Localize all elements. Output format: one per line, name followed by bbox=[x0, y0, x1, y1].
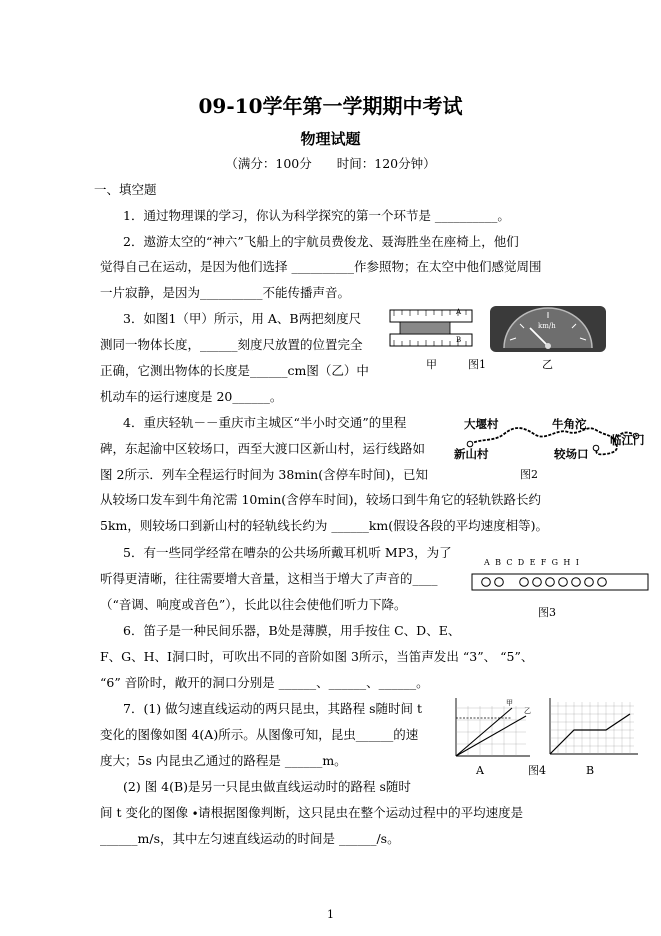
station-jiaochangkou: 较场口 bbox=[554, 447, 589, 461]
graph-a-series-yi: 乙 bbox=[524, 707, 531, 715]
fig4-caption: 图4 bbox=[528, 764, 546, 777]
q5-line-3: （“音调、响度或音色”），长此以往会使他们听力下降。 bbox=[100, 597, 407, 612]
speedometer-unit: km/h bbox=[538, 322, 556, 330]
figure-4 bbox=[446, 696, 652, 778]
q1-line: 1．通过物理课的学习，你认为科学探究的第一个环节是 __________。 bbox=[123, 208, 510, 223]
q4-line-5: 5km，则较场口到新山村的轻轨线长约为 ______km(假设各段的平均速度相等)。 bbox=[100, 518, 549, 533]
q4-line-3: 图 2所示．列车全程运行时间为 38min(含停车时间)，已知 bbox=[100, 467, 428, 482]
q4-line-1: 4．重庆轻轨－－重庆市主城区“半小时交通”的里程 bbox=[123, 415, 407, 430]
flute-diagram bbox=[470, 572, 650, 594]
exam-title: 09-10学年第一学期期中考试 bbox=[198, 94, 463, 118]
fig2-caption: 图2 bbox=[520, 468, 538, 481]
fig1-jia-label: 甲 bbox=[426, 358, 437, 371]
q2-line-2: 觉得自己在运动，是因为他们选择 __________作参照物；在太空中他们感觉周围 bbox=[100, 259, 542, 274]
q6-line-3: “6” 音阶时，敞开的洞口分别是 ______、______、______。 bbox=[100, 675, 429, 690]
figure-2 bbox=[454, 412, 656, 484]
q7-line-6: ______m/s，其中左匀速直线运动的时间是 ______/s。 bbox=[100, 831, 400, 846]
q7-line-5: 间 t 变化的图像 ∙请根据图像判断，这只昆虫在整个运动过程中的平均速度是 bbox=[100, 805, 524, 820]
graph-a bbox=[446, 696, 532, 762]
fig3-caption: 图3 bbox=[538, 606, 556, 619]
ruler-a-label: A bbox=[456, 308, 462, 316]
station-dayancun: 大堰村 bbox=[464, 417, 499, 431]
section-heading: 一、填空题 bbox=[94, 182, 157, 197]
q3-line-2: 测同一物体长度，______刻度尺放置的位置完全 bbox=[100, 337, 363, 352]
exam-subtitle: 物理试题 bbox=[300, 130, 361, 148]
station-linjiangmen: 临江门 bbox=[610, 433, 645, 447]
q7-line-1: 7．(1) 做匀速直线运动的两只昆虫，其路程 s随时间 t bbox=[123, 701, 423, 716]
fig1-caption: 图1 bbox=[468, 358, 486, 371]
ruler-b-label: B bbox=[456, 336, 462, 344]
graph-a-label: A bbox=[476, 764, 484, 777]
q2-line-3: 一片寂静，是因为__________不能传播声音。 bbox=[100, 285, 351, 300]
q5-line-1: 5．有一些同学经常在嘈杂的公共场所戴耳机听 MP3，为了 bbox=[123, 545, 452, 560]
flute-hole-letters: A B C D E F G H I bbox=[484, 558, 581, 567]
q3-line-3: 正确，它测出物体的长度是______cm图（乙）中 bbox=[100, 363, 369, 378]
page-number: 1 bbox=[327, 908, 334, 921]
q6-line-1: 6．笛子是一种民间乐器，B处是薄膜，用手按住 C、D、E、 bbox=[123, 623, 461, 638]
station-xinshancun: 新山村 bbox=[454, 447, 489, 461]
q4-line-4: 从较场口发车到牛角沱需 10min(含停车时间)，较场口到牛角它的轻轨铁路长约 bbox=[100, 492, 542, 507]
q7-line-3: 度大；5s 内昆虫乙通过的路程是 ______m。 bbox=[100, 753, 347, 768]
figure-1 bbox=[388, 306, 650, 370]
fig1-yi-label: 乙 bbox=[542, 358, 553, 371]
q3-line-1: 3．如图1（甲）所示，用 A、B两把刻度尺 bbox=[123, 311, 362, 326]
q5-line-2: 听得更清晰，往往需要增大音量，这相当于增大了声音的____ bbox=[100, 571, 438, 586]
q2-line-1: 2．遨游太空的“神六”飞船上的宇航员费俊龙、聂海胜坐在座椅上，他们 bbox=[123, 234, 519, 249]
q4-line-2: 碑，东起渝中区较场口，西至大渡口区新山村，运行线路如 bbox=[100, 441, 426, 456]
figure-3 bbox=[470, 558, 650, 622]
q3-line-4: 机动车的运行速度是 20______。 bbox=[100, 389, 283, 404]
graph-b-label: B bbox=[586, 764, 595, 777]
q7-line-2: 变化的图像如图 4(A)所示。从图像可知，昆虫______的速 bbox=[100, 727, 419, 742]
graph-a-series-jia: 甲 bbox=[506, 699, 513, 707]
station-niujiaotuo: 牛角沱 bbox=[552, 417, 587, 431]
exam-meta: （满分：100分 时间：120分钟） bbox=[225, 156, 436, 171]
q7-line-4: (2) 图 4(B)是另一只昆虫做直线运动时的路程 s随时 bbox=[123, 779, 411, 794]
ruler-diagram bbox=[388, 306, 474, 352]
q6-line-2: F、G、H、I洞口时，可吹出不同的音阶如图 3所示，当笛声发出 “3”、 “5”、 bbox=[100, 649, 534, 664]
graph-b bbox=[544, 696, 640, 762]
